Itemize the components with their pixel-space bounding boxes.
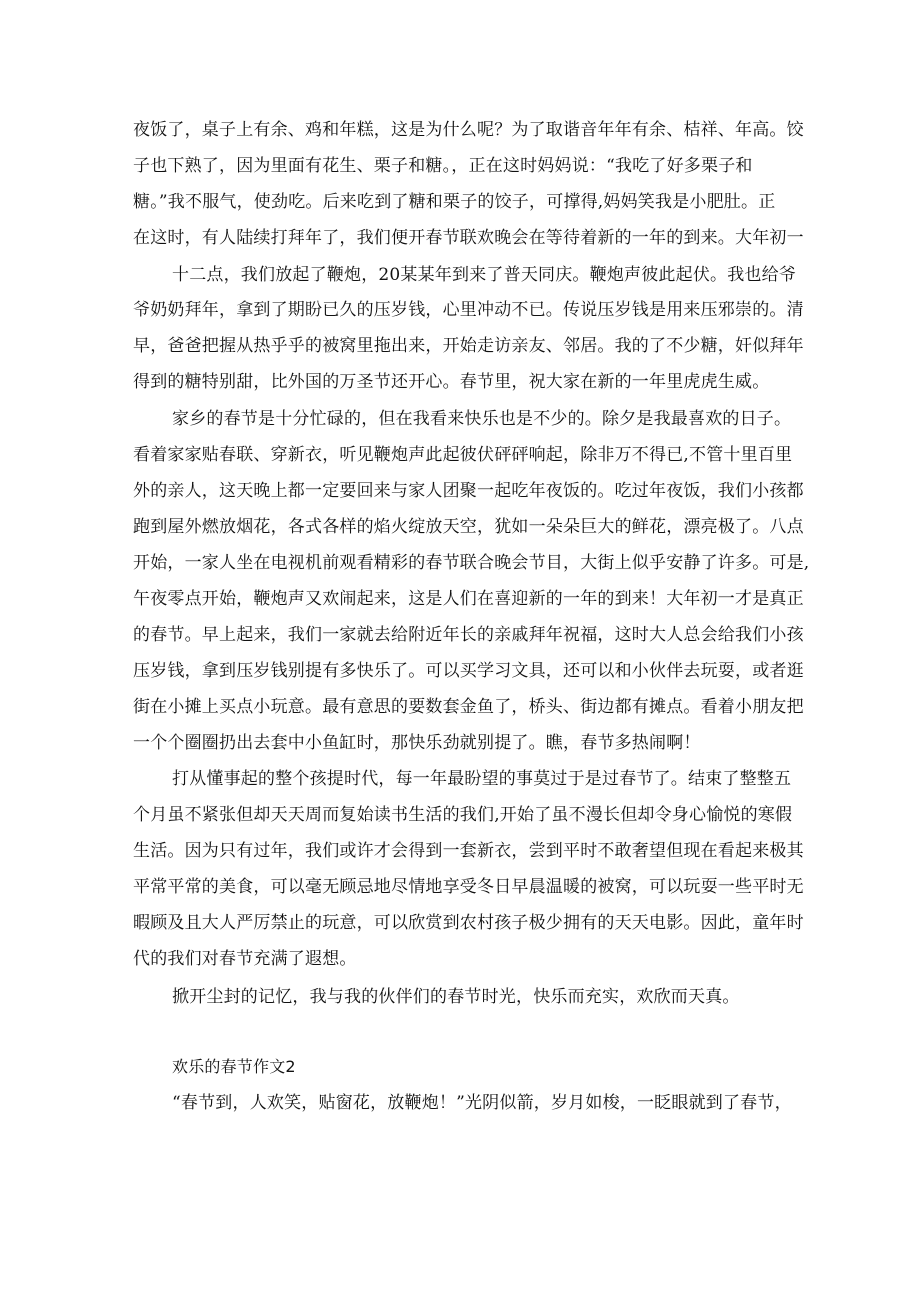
text-line: 的春节。早上起来，我们一家就去给附近年长的亲戚拜年祝福，这时大人总会给我们小孩 — [133, 625, 804, 645]
text-line: 糖。”我不服气，使劲吃。后来吃到了糖和栗子的饺子，可撑得,妈妈笑我是小肥肚。正 — [133, 192, 776, 212]
text-line: 掀开尘封的记忆，我与我的伙伴们的春节时光，快乐而充实，欢欣而天真。 — [172, 987, 740, 1007]
text-line: 个月虽不紧张但却天天周而复始读书生活的我们,开始了虽不漫长但却令身心愉悦的寒假 — [133, 805, 793, 825]
text-line: 压岁钱，拿到压岁钱别提有多快乐了。可以买学习文具，还可以和小伙伴去玩耍，或者逛 — [133, 661, 804, 681]
text-line: 爷奶奶拜年，拿到了期盼已久的压岁钱，心里冲动不已。传说压岁钱是用来压邪崇的。清 — [133, 300, 804, 320]
text-line: 跑到屋外燃放烟花，各式各样的焰火绽放天空，犹如一朵朵巨大的鲜花，漂亮极了。八点 — [133, 517, 804, 537]
text-line: 在这时，有人陆续打拜年了，我们便开春节联欢晚会在等待着新的一年的到来。大年初一 — [133, 228, 804, 248]
text-line: 暇顾及且大人严厉禁止的玩意，可以欣赏到农村孩子极少拥有的天天电影。因此，童年时 — [133, 913, 804, 933]
text-line: 代的我们对春节充满了遐想。 — [133, 949, 357, 969]
text-line: 子也下熟了，因为里面有花生、栗子和糖。，正在这时妈妈说：“我吃了好多栗子和 — [133, 156, 753, 176]
text-line: 生活。因为只有过年，我们或许才会得到一套新衣，尝到平时不敢奢望但现在看起来极其 — [133, 841, 804, 861]
text-line: 十二点，我们放起了鞭炮，20某某年到来了普天同庆。鞭炮声彼此起伏。我也给爷 — [172, 265, 797, 285]
text-line: “春节到，人欢笑，贴窗花，放鞭炮！”光阴似箭，岁月如梭，一眨眼就到了春节， — [172, 1093, 792, 1113]
text-line: 开始，一家人坐在电视机前观看精彩的春节联合晚会节目，大街上似乎安静了许多。可是, — [133, 553, 810, 573]
text-line: 早，爸爸把握从热乎乎的被窝里拖出来，开始走访亲友、邻居。我的了不少糖，奸似拜年 — [133, 336, 804, 356]
text-line: 街在小摊上买点小玩意。最有意思的要数套金鱼了，桥头、街边都有摊点。看着小朋友把 — [133, 697, 804, 717]
text-line: 看着家家贴春联、穿新衣，听见鞭炮声此起彼伏砰砰响起，除非万不得已,不管十里百里 — [133, 445, 793, 465]
text-line: 得到的糖特别甜，比外国的万圣节还开心。春节里，祝大家在新的一年里虎虎生威。 — [133, 372, 770, 392]
section-heading: 欢乐的春节作文2 — [172, 1057, 296, 1076]
text-line: 家乡的春节是十分忙碌的，但在我看来快乐也是不少的。除夕是我最喜欢的日子。 — [172, 409, 792, 429]
text-line: 午夜零点开始，鞭炮声又欢闹起来，这是人们在喜迎新的一年的到来！大年初一才是真正 — [133, 589, 804, 609]
text-line: 夜饭了，桌子上有余、鸡和年糕，这是为什么呢？为了取谐音年年有余、桔祥、年高。饺 — [133, 120, 804, 140]
text-line: 平常平常的美食，可以毫无顾忌地尽情地享受冬日早晨温暖的被窝，可以玩耍一些平时无 — [133, 877, 804, 897]
text-line: 打从懂事起的整个孩提时代，每一年最盼望的事莫过于是过春节了。结束了整整五 — [172, 769, 792, 789]
text-line: 一个个圈圈扔出去套中小鱼缸时，那快乐劲就别提了。瞧，春节多热闹啊！ — [133, 733, 701, 753]
text-line: 外的亲人，这天晚上都一定要回来与家人团聚一起吃年夜饭的。吃过年夜饭，我们小孩都 — [133, 481, 804, 501]
